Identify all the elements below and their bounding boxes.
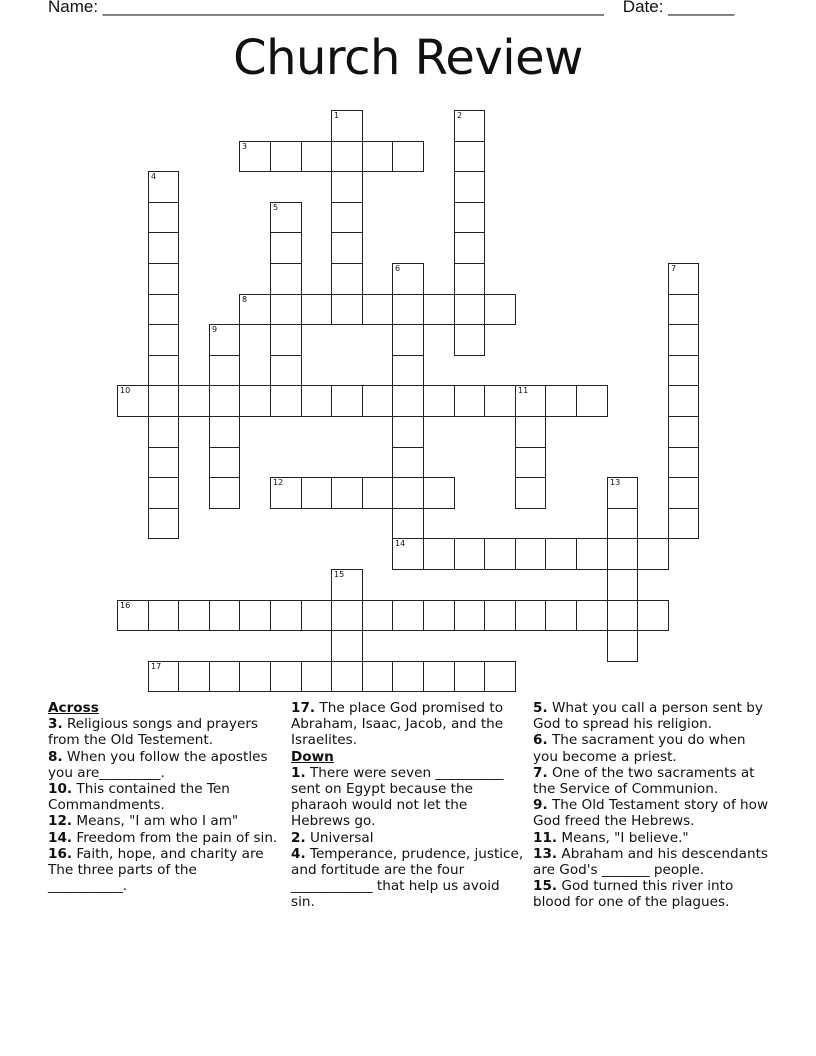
- clue-number: 10: [120, 386, 131, 395]
- grid-cell[interactable]: [178, 661, 210, 692]
- grid-cell[interactable]: [576, 538, 608, 570]
- grid-cell[interactable]: [668, 508, 699, 539]
- grid-cell[interactable]: [331, 232, 363, 264]
- down-clue-1: 1. There were seven __________ sent on Egypt because the pharaoh would not let the Hebrews go.: [291, 764, 504, 830]
- grid-cell[interactable]: [484, 661, 516, 692]
- grid-cell[interactable]: [515, 447, 546, 478]
- grid-cell[interactable]: [607, 508, 638, 539]
- down-clue-4: 4. Temperance, prudence, justice, and fortitude are the four ____________ that help us avoid sin.: [291, 845, 524, 911]
- grid-cell[interactable]: [270, 355, 302, 386]
- grid-cell[interactable]: [331, 294, 363, 325]
- grid-cell[interactable]: [545, 538, 577, 570]
- down-clue-11: 11. Means, "I believe.": [533, 829, 689, 846]
- grid-cell[interactable]: [209, 447, 240, 478]
- grid-cell[interactable]: [392, 141, 424, 172]
- date-field[interactable]: Date: _______: [622, 0, 735, 16]
- grid-cell[interactable]: [331, 141, 363, 172]
- across-clue-17: 17. The place God promised to Abraham, Isaac, Jacob, and the Israelites.: [291, 700, 504, 749]
- grid-cell[interactable]: [668, 416, 699, 448]
- grid-cell[interactable]: [454, 385, 485, 417]
- grid-cell[interactable]: [668, 447, 699, 478]
- grid-cell[interactable]: [331, 630, 363, 662]
- grid-cell[interactable]: [209, 416, 240, 448]
- clue-number: 2: [457, 111, 463, 120]
- grid-cell[interactable]: [362, 600, 393, 631]
- grid-cell[interactable]: [270, 477, 302, 509]
- grid-cell[interactable]: [209, 385, 240, 417]
- clue-number: 14: [395, 539, 406, 548]
- grid-cell[interactable]: [454, 141, 485, 172]
- grid-cell[interactable]: [637, 538, 669, 570]
- grid-cell[interactable]: [668, 324, 699, 356]
- grid-cell[interactable]: [392, 508, 424, 539]
- grid-cell[interactable]: [331, 477, 363, 509]
- grid-cell[interactable]: [331, 661, 363, 692]
- grid-cell[interactable]: [148, 324, 179, 356]
- clue-number: 3: [242, 142, 248, 151]
- grid-cell[interactable]: [668, 355, 699, 386]
- clue-number: 7: [671, 264, 677, 273]
- grid-cell[interactable]: [423, 661, 455, 692]
- across-clue-3: 3. Religious songs and prayers from the Old Testement.: [48, 716, 259, 749]
- grid-cell[interactable]: [148, 600, 179, 631]
- down-clue-2: 2. Universal: [291, 829, 374, 846]
- grid-cell[interactable]: [484, 385, 516, 417]
- grid-cell[interactable]: [392, 538, 424, 570]
- name-field[interactable]: Name: _____________________________________________________: [48, 0, 604, 16]
- grid-cell[interactable]: [454, 171, 485, 203]
- grid-cell[interactable]: [362, 661, 393, 692]
- grid-cell[interactable]: [392, 355, 424, 386]
- clue-number: 12: [273, 478, 284, 487]
- grid-cell[interactable]: [637, 600, 669, 631]
- grid-cell[interactable]: [148, 416, 179, 448]
- down-clue-5: 5. What you call a person sent by God to spread his religion.: [533, 700, 763, 733]
- grid-cell[interactable]: [423, 385, 455, 417]
- grid-cell[interactable]: [515, 600, 546, 631]
- grid-cell[interactable]: [515, 385, 546, 417]
- grid-cell[interactable]: [454, 324, 485, 356]
- grid-cell[interactable]: [484, 294, 516, 325]
- grid-cell[interactable]: [270, 385, 302, 417]
- grid-cell[interactable]: [515, 416, 546, 448]
- grid-cell[interactable]: [148, 447, 179, 478]
- grid-cell[interactable]: [270, 324, 302, 356]
- across-clue-14: 14. Freedom from the pain of sin.: [48, 829, 278, 846]
- grid-cell[interactable]: [576, 385, 608, 417]
- grid-cell[interactable]: [239, 141, 271, 172]
- grid-cell[interactable]: [270, 661, 302, 692]
- down-heading: Down: [291, 748, 334, 765]
- down-clue-15: 15. God turned this river into blood for one of the plagues.: [533, 878, 734, 911]
- grid-cell[interactable]: [607, 477, 638, 509]
- clue-column-1: [48, 700, 280, 894]
- grid-cell[interactable]: [148, 477, 179, 509]
- grid-cell[interactable]: [148, 232, 179, 264]
- grid-cell[interactable]: [392, 661, 424, 692]
- grid-cell[interactable]: [392, 294, 424, 325]
- grid-cell[interactable]: [209, 477, 240, 509]
- grid-cell[interactable]: [668, 385, 699, 417]
- grid-cell[interactable]: [454, 263, 485, 295]
- grid-cell[interactable]: [148, 202, 179, 233]
- grid-cell[interactable]: [270, 141, 302, 172]
- grid-cell[interactable]: [454, 538, 485, 570]
- clue-number: 4: [151, 172, 157, 181]
- grid-cell[interactable]: [270, 294, 302, 325]
- grid-cell[interactable]: [209, 324, 240, 356]
- down-clue-9: 9. The Old Testament story of how God freed the Hebrews.: [533, 797, 769, 830]
- clue-number: 15: [334, 570, 345, 579]
- grid-cell[interactable]: [454, 202, 485, 233]
- grid-cell[interactable]: [117, 385, 149, 417]
- grid-cell[interactable]: [178, 600, 210, 631]
- grid-cell[interactable]: [331, 202, 363, 233]
- grid-cell[interactable]: [239, 661, 271, 692]
- grid-cell[interactable]: [239, 385, 271, 417]
- grid-cell[interactable]: [454, 232, 485, 264]
- grid-cell[interactable]: [668, 263, 699, 295]
- grid-cell[interactable]: [668, 294, 699, 325]
- grid-cell[interactable]: [484, 600, 516, 631]
- grid-cell[interactable]: [209, 600, 240, 631]
- grid-cell[interactable]: [392, 416, 424, 448]
- grid-cell[interactable]: [392, 447, 424, 478]
- grid-cell[interactable]: [454, 294, 485, 325]
- grid-cell[interactable]: [331, 385, 363, 417]
- grid-cell[interactable]: [270, 232, 302, 264]
- grid-cell[interactable]: [117, 600, 149, 631]
- across-clue-12: 12. Means, "I am who I am": [48, 813, 239, 830]
- grid-cell[interactable]: [454, 661, 485, 692]
- grid-cell[interactable]: [148, 661, 179, 692]
- grid-cell[interactable]: [331, 110, 363, 142]
- grid-cell[interactable]: [392, 477, 424, 509]
- down-clue-6: 6. The sacrament you do when you become a priest.: [533, 732, 746, 765]
- grid-cell[interactable]: [148, 294, 179, 325]
- grid-cell[interactable]: [270, 600, 302, 631]
- down-clue-7: 7. One of the two sacraments at the Service of Communion.: [533, 764, 755, 798]
- clue-number: 9: [212, 325, 218, 334]
- grid-cell[interactable]: [270, 263, 302, 295]
- grid-cell[interactable]: [545, 385, 577, 417]
- grid-cell[interactable]: [454, 600, 485, 631]
- clue-column-2: [291, 700, 527, 911]
- grid-cell[interactable]: [607, 569, 638, 601]
- grid-cell[interactable]: [301, 600, 332, 631]
- grid-cell[interactable]: [362, 141, 393, 172]
- grid-cell[interactable]: [515, 477, 546, 509]
- clue-number: 17: [151, 662, 162, 671]
- grid-cell[interactable]: [423, 538, 455, 570]
- grid-cell[interactable]: [423, 600, 455, 631]
- across-clue-8: 8. When you follow the apostles you are_________.: [48, 748, 268, 781]
- grid-cell[interactable]: [392, 600, 424, 631]
- grid-cell[interactable]: [331, 600, 363, 631]
- grid-cell[interactable]: [301, 385, 332, 417]
- grid-cell[interactable]: [270, 202, 302, 233]
- grid-cell[interactable]: [178, 385, 210, 417]
- grid-cell[interactable]: [362, 385, 393, 417]
- grid-cell[interactable]: [148, 508, 179, 539]
- grid-cell[interactable]: [239, 294, 271, 325]
- clue-number: 16: [120, 601, 131, 610]
- grid-cell[interactable]: [148, 385, 179, 417]
- grid-cell[interactable]: [392, 385, 424, 417]
- grid-cell[interactable]: [392, 263, 424, 295]
- across-heading: Across: [48, 700, 99, 716]
- grid-cell[interactable]: [148, 171, 179, 203]
- clue-number: 8: [242, 295, 248, 304]
- page-title: Church Review: [233, 30, 583, 86]
- grid-cell[interactable]: [392, 324, 424, 356]
- grid-cell[interactable]: [607, 538, 638, 570]
- grid-cell[interactable]: [301, 661, 332, 692]
- grid-cell[interactable]: [668, 477, 699, 509]
- grid-cell[interactable]: [301, 477, 332, 509]
- grid-cell[interactable]: [362, 477, 393, 509]
- grid-cell[interactable]: [301, 294, 332, 325]
- grid-cell[interactable]: [484, 538, 516, 570]
- grid-cell[interactable]: [209, 661, 240, 692]
- grid-cell[interactable]: [301, 141, 332, 172]
- grid-cell[interactable]: [545, 600, 577, 631]
- grid-cell[interactable]: [607, 630, 638, 662]
- clue-column-3: [533, 700, 773, 911]
- clue-number: 13: [610, 478, 621, 487]
- down-clue-13: 13. Abraham and his descendants are God's _______ people.: [533, 845, 768, 879]
- grid-cell[interactable]: [515, 538, 546, 570]
- clue-number: 5: [273, 203, 279, 212]
- grid-cell[interactable]: [576, 600, 608, 631]
- grid-cell[interactable]: [239, 600, 271, 631]
- grid-cell[interactable]: [423, 477, 455, 509]
- clue-number: 11: [518, 386, 529, 395]
- grid-cell[interactable]: [331, 263, 363, 295]
- grid-cell[interactable]: [331, 171, 363, 203]
- across-clue-16: 16. Faith, hope, and charity are The three parts of the ___________.: [48, 845, 264, 895]
- grid-cell[interactable]: [148, 263, 179, 295]
- grid-cell[interactable]: [362, 294, 393, 325]
- grid-cell[interactable]: [423, 294, 455, 325]
- clue-number: 6: [395, 264, 401, 273]
- across-clue-10: 10. This contained the Ten Commandments.: [48, 781, 230, 814]
- grid-cell[interactable]: [209, 355, 240, 386]
- grid-cell[interactable]: [331, 569, 363, 601]
- grid-cell[interactable]: [148, 355, 179, 386]
- clue-number: 1: [334, 111, 340, 120]
- grid-cell[interactable]: [454, 110, 485, 142]
- grid-cell[interactable]: [607, 600, 638, 631]
